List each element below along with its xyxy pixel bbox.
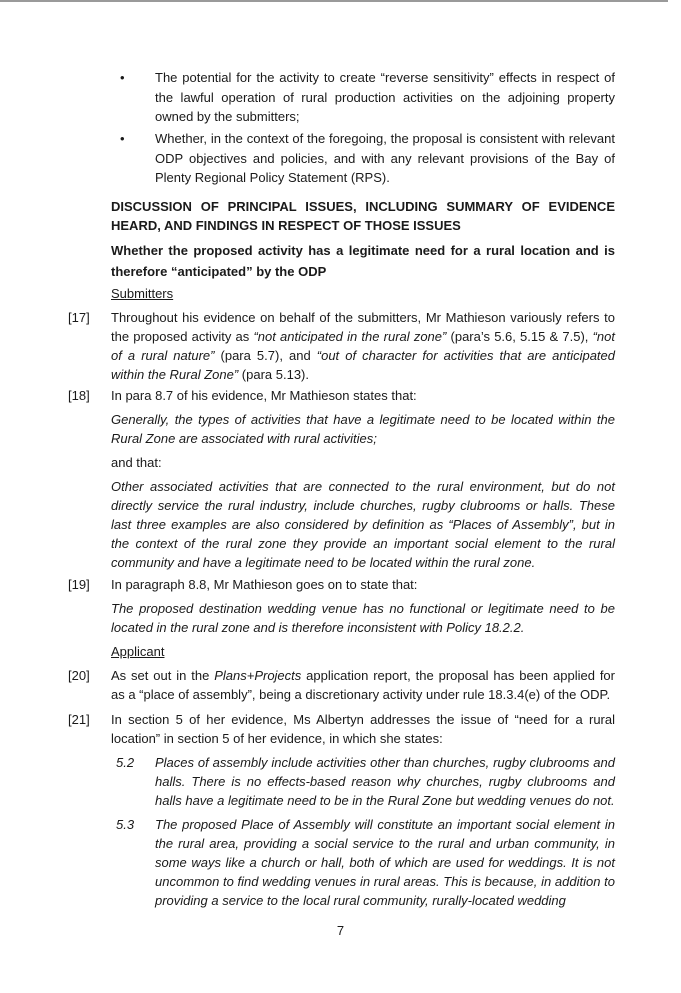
bullet-symbol: • xyxy=(120,70,125,85)
paragraph-19-intro: In paragraph 8.8, Mr Mathieson goes on to state that: xyxy=(111,577,418,592)
label-submitters: Submitters xyxy=(111,286,174,301)
bullet-item: Whether, in the context of the foregoing, the proposal is consistent with relevant ODP objectives and policies, and with any relevant provisions of the Bay of Plenty Regional Policy Statement (RPS). xyxy=(155,131,615,185)
quote-block: The proposed destination wedding venue has no functional or legitimate need to be located in the rural zone and is therefore inconsistent with Policy 18.2.2. xyxy=(111,601,615,635)
page-top-border xyxy=(0,0,668,2)
paragraph-17: Throughout his evidence on behalf of the submitters, Mr Mathieson variously refers to the proposed activity as “not anticipated in the rural zone” (para’s 5.6, 5.15 & 7.5), “not of a rural nature” (para 5.7), and “out of character for activities that are anticipated within the Rural Zone” (para 5.13). xyxy=(111,310,616,382)
paragraph-number: [19] xyxy=(68,577,90,592)
label-applicant: Applicant xyxy=(111,644,165,659)
paragraph-number: [21] xyxy=(68,712,90,727)
page-number: 7 xyxy=(336,923,345,938)
quote-block: Other associated activities that are connected to the rural environment, but do not directly service the rural industry, include churches, rugby clubrooms or halls. These last three examples are also considered by definition as “Places of Assembly”, but in the context of the rural zone they provide an important social element to the rural community and have a legitimate need to be located within the rural zone. xyxy=(111,479,615,570)
bullet-item: The potential for the activity to create “reverse sensitivity” effects in respect of the lawful operation of rural production activities on the adjoining property owned by the submitters; xyxy=(155,70,615,124)
paragraph-number: [17] xyxy=(68,310,90,325)
quote-block: Generally, the types of activities that have a legitimate need to be located within the Rural Zone are associated with rural activities; xyxy=(111,412,615,446)
bullet-symbol: • xyxy=(120,131,125,146)
paragraph-21-intro: In section 5 of her evidence, Ms Albertyn addresses the issue of “need for a rural location” in section 5 of her evidence, in which she states: xyxy=(111,712,615,746)
sub-item-number: 5.3 xyxy=(116,817,135,832)
paragraph-text: and that: xyxy=(111,455,162,470)
paragraph-number: [20] xyxy=(68,668,90,683)
paragraph-number: [18] xyxy=(68,388,90,403)
sub-item-number: 5.2 xyxy=(116,755,135,770)
sub-item-text: Places of assembly include activities other than churches, rugby clubrooms and halls. There is no effects-based reason why churches, rugby clubrooms and halls have a legitimate need to be in the Rural Zone but wedding venues do not. xyxy=(155,755,615,808)
paragraph-18-intro: In para 8.7 of his evidence, Mr Mathieson states that: xyxy=(111,388,417,403)
paragraph-20: As set out in the Plans+Projects application report, the proposal has been applied for as a “place of assembly”, being a discretionary activity under rule 18.3.4(e) of the ODP. xyxy=(111,668,615,702)
section-heading: DISCUSSION OF PRINCIPAL ISSUES, INCLUDING SUMMARY OF EVIDENCE HEARD, AND FINDINGS IN RESPECT OF THOSE ISSUES xyxy=(111,199,615,233)
subsection-heading: Whether the proposed activity has a legitimate need for a rural location and is therefore “anticipated” by the ODP xyxy=(111,243,615,279)
sub-item-text: The proposed Place of Assembly will constitute an important social element in the rural area, providing a social service to the rural and urban community, in some ways like a church or hall, both of which are used for weddings. It is not uncommon to find wedding venues in rural areas. This is because, in addition to providing a service to the local rural community, rurally-located wedding xyxy=(155,817,615,908)
